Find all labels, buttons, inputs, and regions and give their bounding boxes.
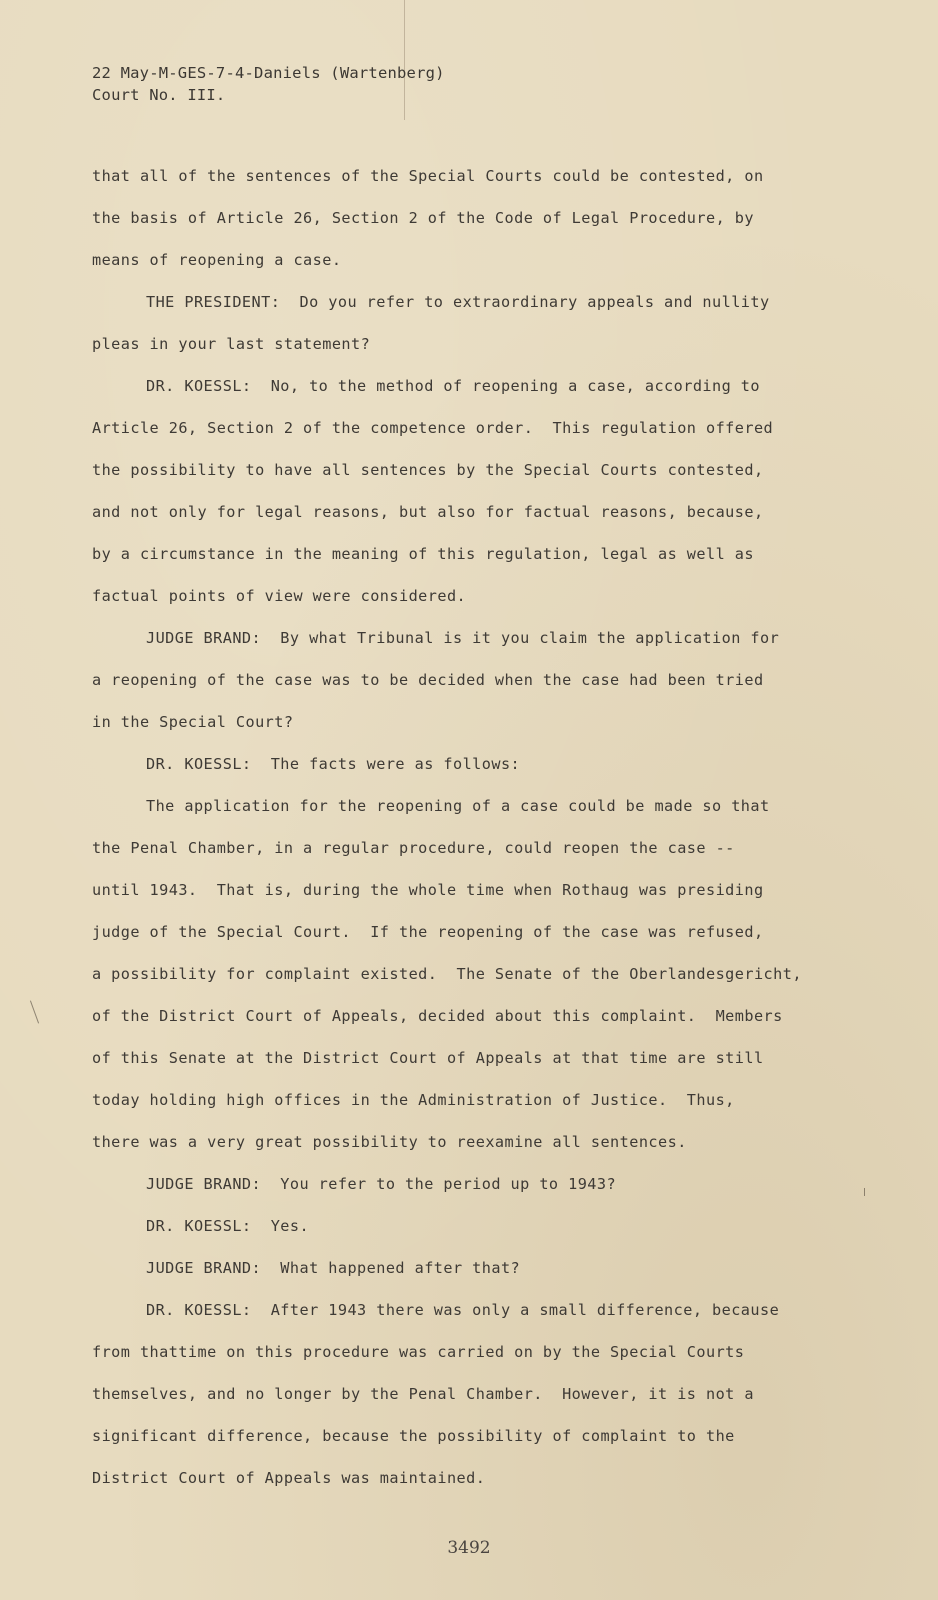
transcript-line: means of reopening a case. [92,251,342,269]
transcript-line: in the Special Court? [92,713,294,731]
transcript-line: the Penal Chamber, in a regular procedure, could reopen the case -- [92,839,735,857]
transcript-line-speaker: DR. KOESSL: After 1943 there was only a small difference, because [146,1301,780,1319]
transcript-line: of the District Court of Appeals, decided about this complaint. Members [92,1007,783,1025]
transcript-line: factual points of view were considered. [92,587,467,605]
transcript-line-speaker: JUDGE BRAND: By what Tribunal is it you claim the application for [146,629,780,647]
transcript-line-speaker: JUDGE BRAND: You refer to the period up to 1943? [146,1175,617,1193]
transcript-line: the basis of Article 26, Section 2 of the Code of Legal Procedure, by [92,209,754,227]
court-number: Court No. III. [92,86,226,104]
transcript-line: today holding high offices in the Administration of Justice. Thus, [92,1091,735,1109]
transcript-body [92,164,872,1508]
transcript-line: by a circumstance in the meaning of this regulation, legal as well as [92,545,754,563]
transcript-line-speaker: JUDGE BRAND: What happened after that? [146,1259,521,1277]
transcript-line: there was a very great possibility to reexamine all sentences. [92,1133,687,1151]
transcript-line-speaker: DR. KOESSL: Yes. [146,1217,310,1235]
transcript-line: themselves, and no longer by the Penal Chamber. However, it is not a [92,1385,754,1403]
page-number: 3492 [447,1538,491,1558]
transcript-line: the possibility to have all sentences by the Special Courts contested, [92,461,764,479]
transcript-line-speaker: DR. KOESSL: No, to the method of reopening a case, according to [146,377,760,395]
transcript-line: significant difference, because the possibility of complaint to the [92,1427,735,1445]
document-header [92,62,445,106]
transcript-line: a possibility for complaint existed. The Senate of the Oberlandesgericht, [92,965,802,983]
transcript-line: The application for the reopening of a case could be made so that [146,797,770,815]
transcript-line: and not only for legal reasons, but also for factual reasons, because, [92,503,764,521]
transcript-line: from thattime on this procedure was carried on by the Special Courts [92,1343,745,1361]
margin-pencil-mark [30,1001,39,1024]
transcript-line-speaker: DR. KOESSL: The facts were as follows: [146,755,521,773]
transcript-line: that all of the sentences of the Special Courts could be contested, on [92,167,764,185]
transcript-line-speaker: THE PRESIDENT: Do you refer to extraordinary appeals and nullity [146,293,770,311]
transcript-line: until 1943. That is, during the whole time when Rothaug was presiding [92,881,764,899]
transcript-line: of this Senate at the District Court of Appeals at that time are still [92,1049,764,1067]
transcript-line: District Court of Appeals was maintained. [92,1469,486,1487]
transcript-line: judge of the Special Court. If the reopening of the case was refused, [92,923,764,941]
transcript-line: pleas in your last statement? [92,335,371,353]
case-reference: 22 May-M-GES-7-4-Daniels (Wartenberg) [92,64,445,82]
transcript-line: Article 26, Section 2 of the competence order. This regulation offered [92,419,774,437]
margin-mark [864,1188,865,1196]
transcript-line: a reopening of the case was to be decided when the case had been tried [92,671,764,689]
